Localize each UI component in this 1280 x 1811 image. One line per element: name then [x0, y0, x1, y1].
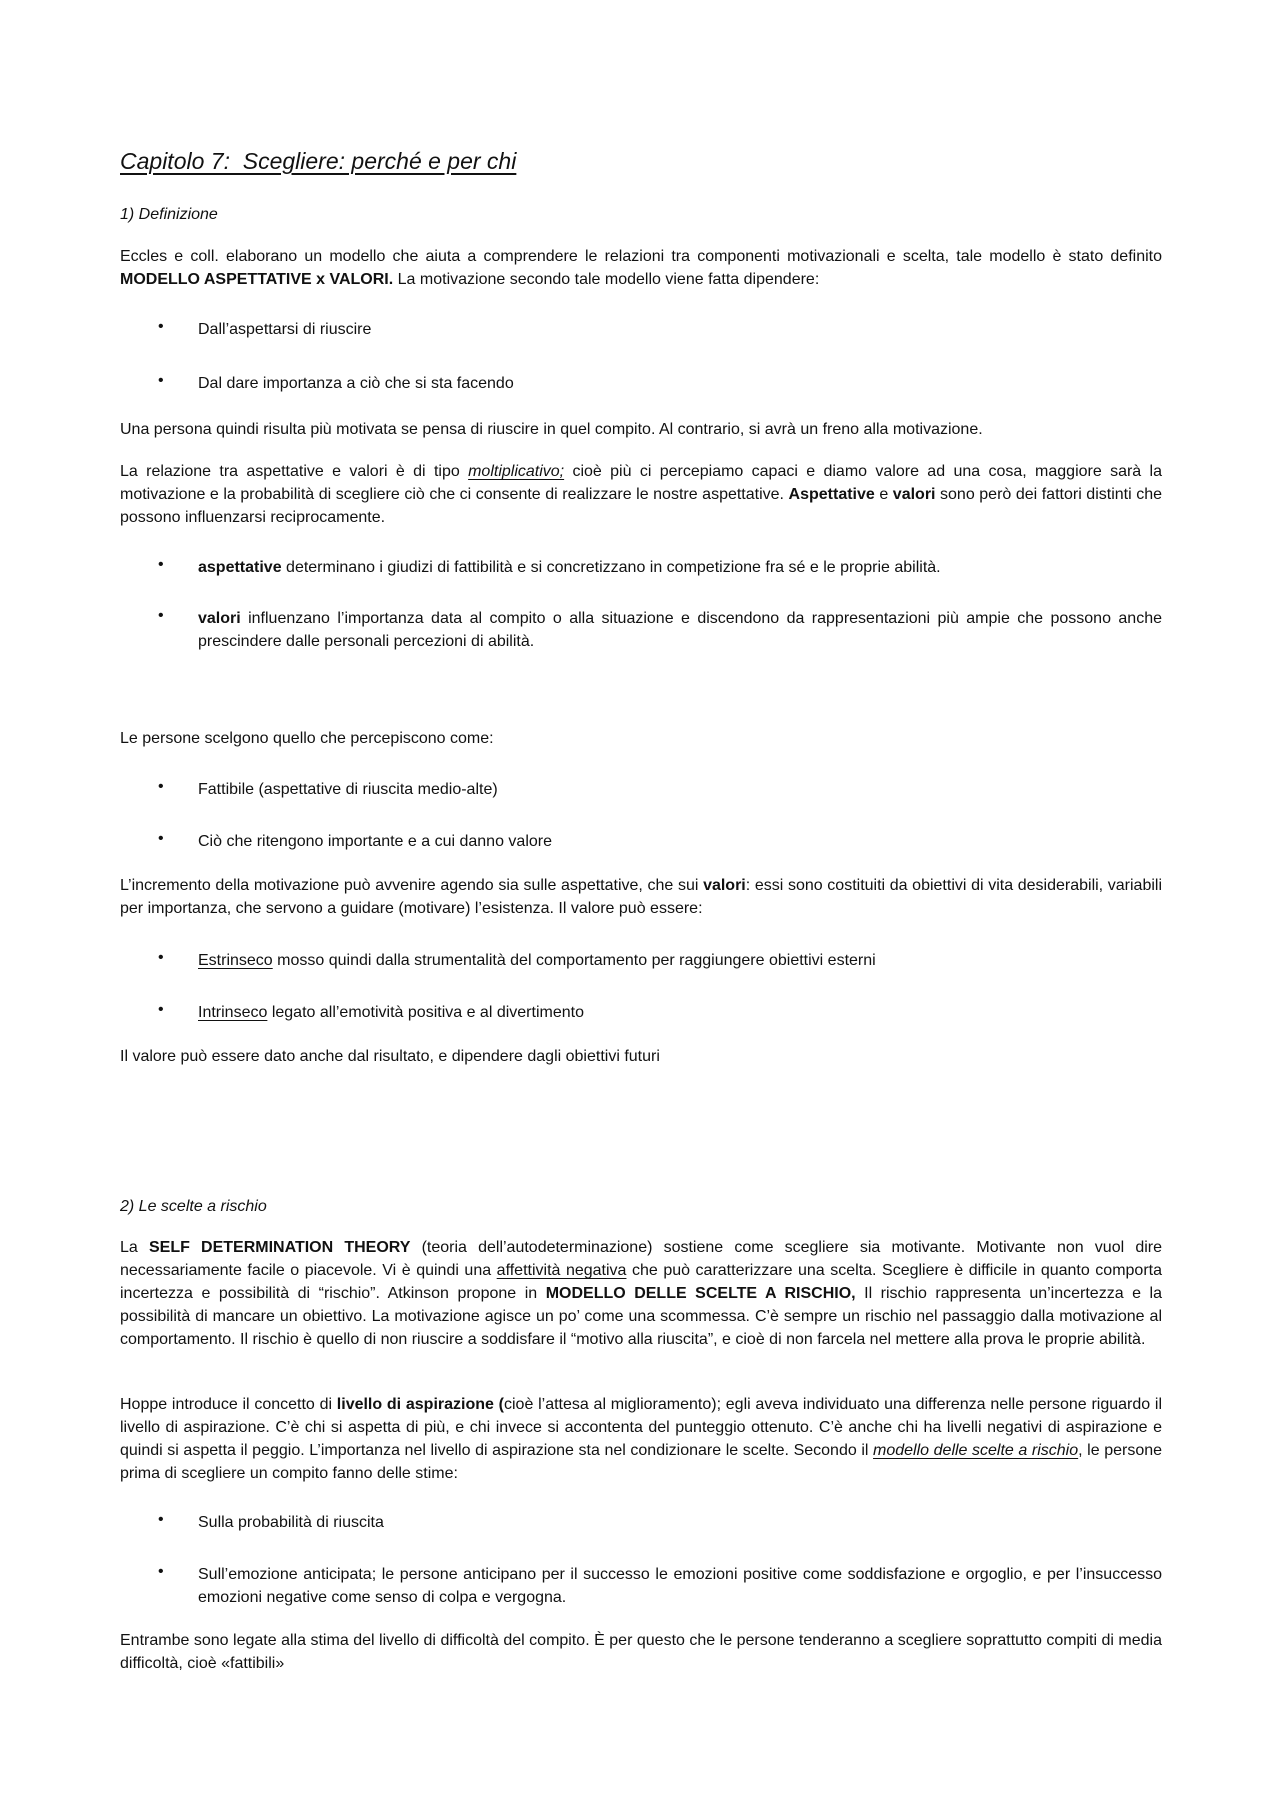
text-run: e — [874, 486, 893, 503]
bullet-icon: • — [158, 1511, 164, 1528]
bullet-icon: • — [158, 607, 164, 624]
paragraph-valore-risultato: Il valore può essere dato anche dal risultato, e dipendere dagli obiettivi futuri — [120, 1048, 660, 1065]
bullet-icon: • — [158, 778, 164, 795]
underlined-term: Estrinseco — [198, 952, 273, 969]
bullet-icon: • — [158, 1001, 164, 1018]
underlined-term: affettività negativa — [496, 1262, 627, 1279]
list-item-text: Dal dare importanza a ciò che si sta facendo — [198, 375, 514, 392]
bold-term: MODELLO ASPETTATIVE x VALORI. — [120, 271, 394, 288]
text-run: che può caratterizzare una scelta. Scegliere è difficile in quanto comporta incertezza e possibilità di “rischio”. Atkinson propone in — [120, 1262, 1163, 1302]
text-run: mosso quindi dalla strumentalità del comportamento per raggiungere obiettivi esterni — [272, 952, 876, 969]
paragraph-entrambe: Entrambe sono legate alla stima del livello di difficoltà del compito. È per questo che le persone tenderanno a scegliere soprattutto compiti di media difficoltà, cioè «fattibili» — [120, 1632, 1162, 1672]
paragraph-hoppe — [120, 1393, 1162, 1485]
paragraph-persone-scelgono: Le persone scelgono quello che percepiscono come: — [120, 730, 494, 747]
section-heading-scelte-rischio: 2) Le scelte a rischio — [120, 1198, 267, 1215]
list-item-text — [198, 607, 1162, 653]
text-run: Hoppe introduce il concetto di — [120, 1396, 337, 1413]
text-run: : essi sono costituiti da obiettivi di vita desiderabili, variabili per importanza, che servono a guidare (motivare) l’esistenza. Il valore può essere: — [120, 877, 1163, 917]
paragraph-self-determination — [120, 1236, 1162, 1351]
bold-term: aspettative — [198, 559, 282, 576]
text-run: L’incremento della motivazione può avvenire agendo sia sulle aspettative, che sui — [120, 877, 704, 894]
bullet-icon: • — [158, 556, 164, 573]
paragraph-relazione — [120, 460, 1162, 529]
bullet-icon: • — [158, 830, 164, 847]
bullet-icon: • — [158, 318, 164, 335]
text-run: (teoria dell’autodeterminazione) sostiene come scegliere sia motivante. Motivante non vuol dire necessariamente facile o piacevole. Vi è quindi una — [120, 1239, 1162, 1279]
underlined-term: Intrinseco — [198, 1004, 268, 1021]
paragraph-eccles — [120, 245, 1162, 291]
bold-term: livello di aspirazione ( — [336, 1396, 504, 1413]
list-item-text: Fattibile (aspettative di riuscita medio-alte) — [198, 781, 498, 798]
bold-term: SELF DETERMINATION THEORY — [148, 1239, 411, 1256]
bullet-icon: • — [158, 949, 164, 966]
paragraph-incremento — [120, 874, 1162, 920]
text-run: cioè più ci percepiamo capaci e diamo valore ad una cosa, maggiore sarà la motivazione e la probabilità di scegliere ciò che ci consente di realizzare le nostre aspettative. — [120, 463, 1162, 503]
list-item-text — [198, 1001, 1162, 1024]
list-item-text — [198, 949, 1162, 972]
text-run: , le persone prima di scegliere un compito fanno delle stime: — [120, 1442, 1163, 1482]
bullet-icon: • — [158, 372, 164, 389]
text-run: Il rischio rappresenta un’incertezza e la possibilità di mancare un obiettivo. La motivazione agisce un po’ come una scommessa. C’è sempre un rischio nel passaggio dalla motivazione al comportamento. Il rischio è quello di non riuscire a soddisfare il “motivo alla riuscita”, e cioè di non farcela nel mettere alla prova le proprie abilità. — [120, 1285, 1162, 1348]
chapter-title: Capitolo 7: Scegliere: perché e per chi — [120, 148, 517, 174]
section-heading-definizione: 1) Definizione — [120, 206, 218, 223]
underlined-term: modello delle scelte a rischio — [873, 1442, 1079, 1459]
text-run: determinano i giudizi di fattibilità e si concretizzano in competizione fra sé e le proprie abilità. — [281, 559, 941, 576]
document-page — [120, 0, 1162, 1811]
bold-term: valori — [198, 610, 241, 627]
text-run: sono però dei fattori distinti che possono influenzarsi reciprocamente. — [120, 486, 1162, 526]
bold-term: valori — [703, 877, 746, 894]
list-item-text: Sull’emozione anticipata; le persone anticipano per il successo le emozioni positive come soddisfazione e orgoglio, e per l’insuccesso emozioni negative come senso di colpa e vergogna. — [198, 1566, 1162, 1606]
text-run: La — [120, 1239, 149, 1256]
text-run: La motivazione secondo tale modello viene fatta dipendere: — [393, 271, 820, 288]
bold-term: valori — [892, 486, 936, 503]
bold-term: MODELLO DELLE SCELTE A RISCHIO, — [545, 1285, 856, 1302]
list-item-text — [198, 556, 1162, 579]
text-run: influenzano l’importanza data al compito o alla situazione e discendono da rappresentazioni più ampie che possono anche prescindere dalle personali percezioni di abilità. — [198, 610, 1162, 650]
list-item-text: Dall’aspettarsi di riuscire — [198, 321, 372, 338]
underlined-term: moltiplicativo; — [468, 463, 565, 480]
text-run: La relazione tra aspettative e valori è di tipo — [120, 463, 469, 480]
bold-term: Aspettative — [788, 486, 875, 503]
paragraph-motivata: Una persona quindi risulta più motivata se pensa di riuscire in quel compito. Al contrario, si avrà un freno alla motivazione. — [120, 421, 983, 438]
text-run: Eccles e coll. elaborano un modello che aiuta a comprendere le relazioni tra componenti motivazionali e scelta, tale modello è stato definito — [120, 248, 1162, 265]
list-item-text: Sulla probabilità di riuscita — [198, 1514, 384, 1531]
text-run: cioè l’attesa al miglioramento); egli aveva individuato una differenza nelle persone riguardo il livello di aspirazione. C’è chi si aspetta di più, e chi invece si accontenta del punteggio ottenuto. C’è anche chi ha livelli negativi di aspirazione e quindi si aspetta il peggio. L’importanza nel livello di aspirazione sta nel condizionare le scelte. Secondo il — [120, 1396, 1163, 1459]
list-item-text: Ciò che ritengono importante e a cui danno valore — [198, 833, 552, 850]
text-run: legato all’emotività positiva e al divertimento — [267, 1004, 584, 1021]
bullet-icon: • — [158, 1563, 164, 1580]
